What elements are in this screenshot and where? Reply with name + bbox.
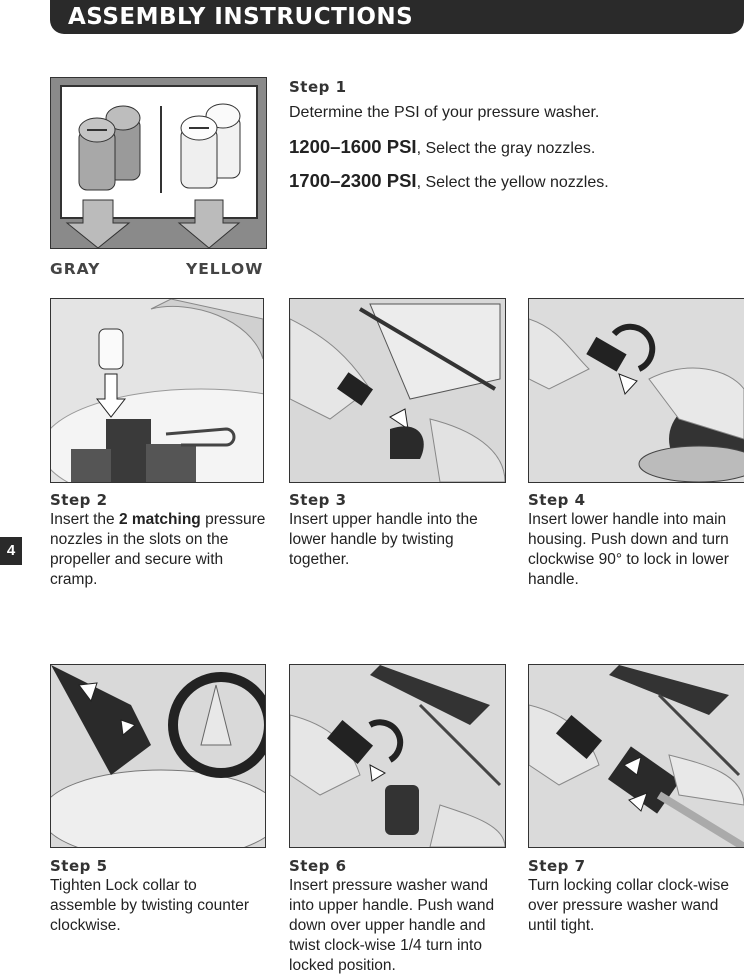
step3-photo: [289, 298, 506, 483]
step4-text: Insert lower handle into main housing. Push down and turn clockwise 90° to lock in lower handle.: [528, 511, 729, 588]
step2-title: Step 2: [50, 491, 108, 509]
yellow-label: YELLOW: [186, 260, 264, 278]
step6-text: Insert pressure washer wand into upper handle. Push wand down over upper handle and twist clock-wise 1/4 turn into locked position.: [289, 877, 495, 974]
nozzle-selection-illustration: [50, 77, 267, 249]
step2-text-bold: 2 matching: [118, 511, 201, 528]
step2-text-pre: Insert the: [50, 511, 119, 528]
psi-gray-text: , Select the gray nozzles.: [416, 140, 596, 157]
step7-title: Step 7: [528, 857, 586, 875]
header-banner: [50, 0, 744, 34]
step5-title: Step 5: [50, 857, 108, 875]
step6-photo: [289, 664, 506, 848]
step2-photo: [50, 298, 264, 483]
step4-title: Step 4: [528, 491, 586, 509]
step1-intro: Determine the PSI of your pressure washer.: [289, 104, 600, 121]
psi-yellow-text: , Select the yellow nozzles.: [416, 174, 609, 191]
step1-psi-yellow: [289, 170, 609, 192]
gray-label: GRAY: [50, 260, 101, 278]
page-title: ASSEMBLY INSTRUCTIONS: [68, 4, 414, 30]
step3-title: Step 3: [289, 491, 347, 509]
step4-photo: [528, 298, 744, 483]
step1-title: Step 1: [289, 78, 347, 96]
step2-text: [50, 510, 270, 590]
step1-psi-gray: [289, 136, 595, 158]
step2-text-post: pressure nozzles in the slots on the propeller and secure with cramp.: [50, 511, 266, 588]
step7-text: Turn locking collar clock-wise over pressure washer wand until tight.: [528, 877, 729, 934]
step7-photo: [528, 664, 744, 848]
step6-title: Step 6: [289, 857, 347, 875]
psi-range-yellow: 1700–2300 PSI: [289, 170, 417, 191]
psi-range-gray: 1200–1600 PSI: [289, 136, 417, 157]
page-number: 4: [0, 537, 22, 565]
step5-photo: [50, 664, 266, 848]
step3-text: Insert upper handle into the lower handle by twisting together.: [289, 511, 478, 568]
step5-text: Tighten Lock collar to assemble by twisting counter clockwise.: [50, 877, 250, 934]
